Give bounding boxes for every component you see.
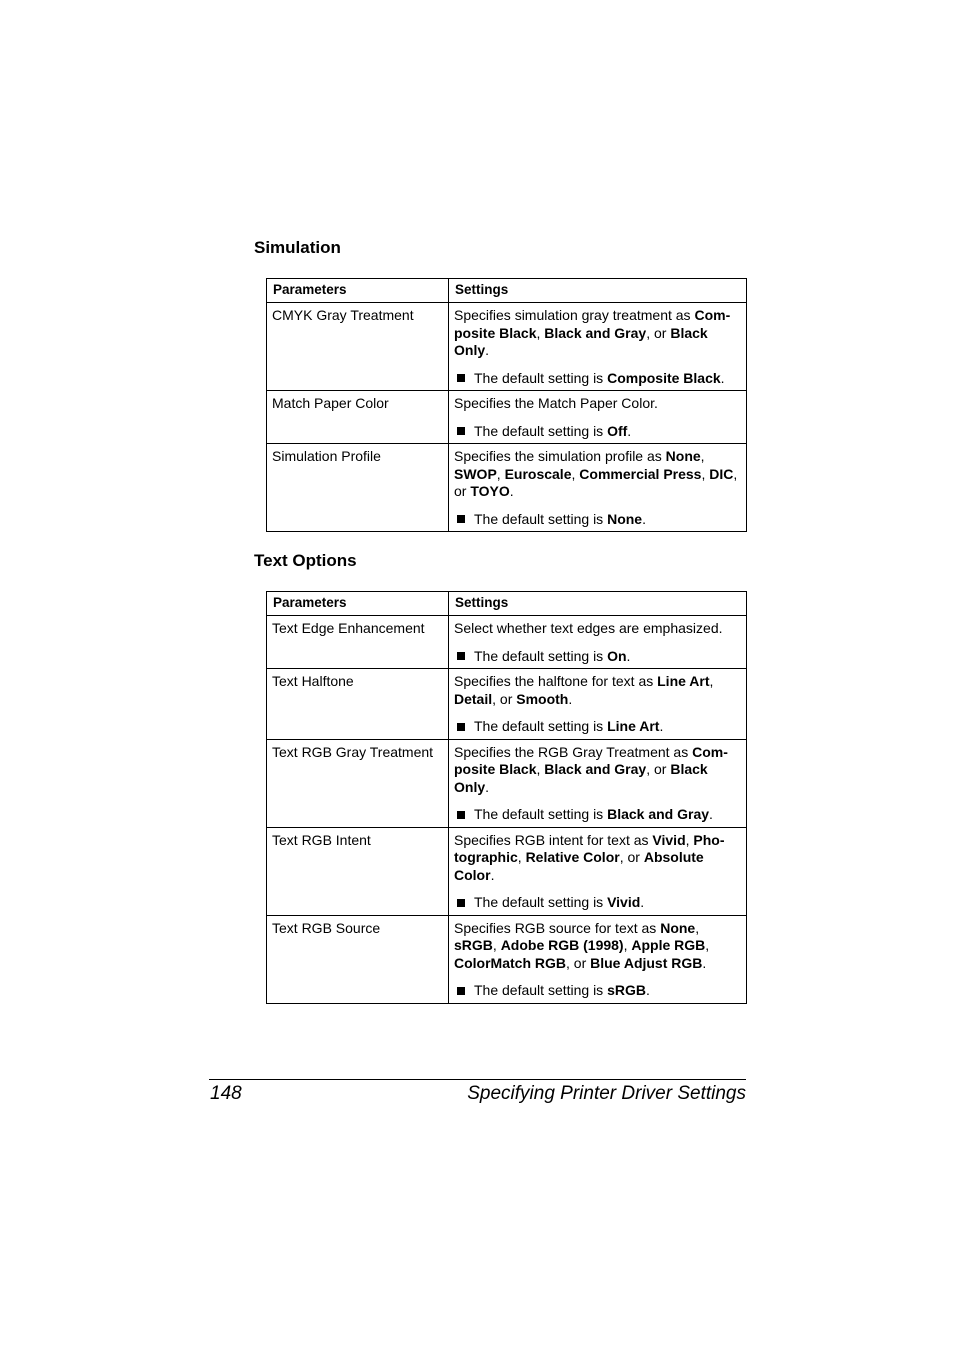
text-segment: . [485, 342, 490, 358]
option-value: SWOP [454, 465, 497, 482]
table-row [267, 827, 747, 915]
option-value: Line Art [657, 673, 710, 689]
parameter-name: Text RGB Gray Treatment [267, 739, 449, 827]
description-text [454, 673, 741, 708]
default-prefix: The default setting is [474, 894, 608, 910]
description-text [454, 744, 741, 797]
setting-description [449, 669, 747, 740]
text-segment: . [509, 483, 514, 499]
default-prefix: The default setting is [474, 806, 608, 822]
text-segment: Specifies the simulation profile as [454, 448, 666, 464]
default-suffix: . [645, 982, 650, 998]
square-bullet-icon [457, 723, 465, 731]
table-header-row [267, 592, 747, 616]
option-value: Blue Adjust RGB [590, 954, 703, 971]
description-text [454, 395, 741, 413]
default-value: Black and Gray [607, 806, 710, 822]
option-value: Black and Gray [544, 324, 647, 341]
text-segment: , [517, 849, 526, 865]
table-row [267, 303, 747, 391]
option-value: Black Only [454, 761, 708, 795]
option-value: Detail [454, 690, 493, 707]
default-setting [454, 648, 741, 666]
default-suffix: . [720, 369, 725, 386]
text-options-heading: Text Options [254, 551, 357, 570]
default-suffix: . [640, 894, 645, 910]
square-bullet-icon [457, 427, 465, 435]
default-value: Off [607, 422, 628, 439]
description-text [454, 920, 741, 973]
option-value: Apple RGB [631, 937, 706, 953]
option-value: Euroscale [504, 465, 572, 482]
text-segment: , or [492, 690, 517, 707]
default-suffix: . [709, 806, 713, 822]
default-value: sRGB [607, 982, 646, 998]
text-segment: Specifies RGB source for text as [454, 919, 661, 936]
square-bullet-icon [457, 987, 465, 995]
parameter-name: Match Paper Color [267, 391, 449, 444]
text-segment: Specifies the halftone for text as [454, 673, 658, 689]
text-segment: , [709, 673, 714, 689]
text-segment: , or [646, 324, 671, 341]
text-options-table [266, 591, 747, 1004]
default-setting [454, 511, 741, 529]
option-value: Absolute Color [454, 849, 704, 883]
option-value: DIC [709, 465, 734, 482]
parameter-name: Text RGB Intent [267, 827, 449, 915]
text-segment: Specifies the Match Paper Color. [454, 395, 658, 411]
footer-rule [209, 1079, 746, 1080]
square-bullet-icon [457, 899, 465, 907]
option-value: None [660, 919, 696, 936]
text-segment: , [695, 919, 700, 936]
setting-description [449, 444, 747, 532]
description-text [454, 448, 741, 501]
option-value: Black Only [454, 324, 708, 358]
default-prefix: The default setting is [474, 510, 608, 527]
text-segment: , [705, 937, 710, 953]
table-header-row [267, 279, 747, 303]
default-value: Line Art [607, 718, 660, 734]
text-segment: Specifies RGB intent for text as [454, 831, 653, 848]
text-segment: Select whether text edges are emphasized. [454, 620, 723, 636]
default-value: Vivid [607, 894, 641, 910]
text-segment: , or [454, 465, 738, 499]
table-row [267, 391, 747, 444]
default-setting [454, 806, 741, 824]
setting-description [449, 915, 747, 1003]
text-segment: , [492, 937, 501, 953]
parameter-name: Text RGB Source [267, 915, 449, 1003]
text-segment: , [571, 465, 580, 482]
page-number: 148 [210, 1083, 242, 1104]
text-segment: . [568, 690, 573, 707]
text-segment: . [702, 954, 707, 971]
option-value: Pho-tographic [454, 831, 725, 865]
description-text [454, 620, 741, 638]
parameter-name: Text Edge Enhancement [267, 616, 449, 669]
parameter-name: Text Halftone [267, 669, 449, 740]
table-row [267, 616, 747, 669]
text-segment: , [536, 324, 545, 341]
default-prefix: The default setting is [474, 982, 608, 998]
text-segment: . [485, 778, 490, 795]
parameters-header: Parameters [267, 592, 449, 616]
setting-description [449, 827, 747, 915]
default-setting [454, 982, 741, 1000]
simulation-table [266, 278, 747, 532]
text-segment: , or [646, 761, 671, 777]
default-value: On [607, 647, 627, 664]
table-row [267, 739, 747, 827]
setting-description [449, 616, 747, 669]
square-bullet-icon [457, 811, 465, 819]
option-value: ColorMatch RGB [454, 954, 566, 971]
default-value: Composite Black [607, 369, 721, 386]
default-suffix: . [626, 647, 631, 664]
parameters-header: Parameters [267, 279, 449, 303]
default-prefix: The default setting is [474, 718, 608, 734]
option-value: Com-posite Black [454, 307, 731, 341]
text-segment: Specifies the RGB Gray Treatment as [454, 743, 693, 760]
text-segment: , [700, 448, 705, 464]
parameter-name: CMYK Gray Treatment [267, 303, 449, 391]
text-segment: , or [619, 849, 644, 865]
text-segment: , [623, 937, 632, 953]
settings-header: Settings [449, 279, 747, 303]
default-suffix: . [659, 718, 664, 734]
option-value: Smooth [516, 690, 569, 707]
default-suffix: . [642, 510, 646, 527]
text-segment: , [496, 465, 505, 482]
default-prefix: The default setting is [474, 369, 608, 386]
setting-description [449, 739, 747, 827]
table-row [267, 915, 747, 1003]
text-segment: Specifies simulation gray treatment as [454, 307, 695, 323]
default-prefix: The default setting is [474, 647, 608, 664]
text-segment: , [701, 465, 710, 482]
table-row [267, 444, 747, 532]
default-setting [454, 718, 741, 736]
option-value: None [665, 448, 701, 464]
text-segment: , [685, 831, 694, 848]
default-prefix: The default setting is [474, 422, 608, 439]
option-value: Black and Gray [544, 761, 647, 777]
default-setting [454, 370, 741, 388]
description-text [454, 832, 741, 885]
settings-header: Settings [449, 592, 747, 616]
option-value: Commercial Press [579, 465, 702, 482]
option-value: Vivid [652, 831, 686, 848]
simulation-heading: Simulation [254, 238, 341, 257]
square-bullet-icon [457, 515, 465, 523]
option-value: Adobe RGB (1998) [500, 937, 624, 953]
text-segment: , [536, 761, 545, 777]
default-value: None [607, 510, 643, 527]
description-text [454, 307, 741, 360]
square-bullet-icon [457, 652, 465, 660]
default-setting [454, 894, 741, 912]
text-segment: , or [566, 954, 591, 971]
default-suffix: . [627, 422, 632, 439]
option-value: TOYO [470, 483, 510, 499]
footer-title: Specifying Printer Driver Settings [467, 1083, 746, 1104]
parameter-name: Simulation Profile [267, 444, 449, 532]
square-bullet-icon [457, 374, 465, 382]
text-segment: . [490, 866, 495, 883]
option-value: sRGB [454, 937, 493, 953]
default-setting [454, 423, 741, 441]
option-value: Com-posite Black [454, 743, 728, 777]
option-value: Relative Color [525, 849, 620, 865]
setting-description [449, 391, 747, 444]
setting-description [449, 303, 747, 391]
table-row [267, 669, 747, 740]
